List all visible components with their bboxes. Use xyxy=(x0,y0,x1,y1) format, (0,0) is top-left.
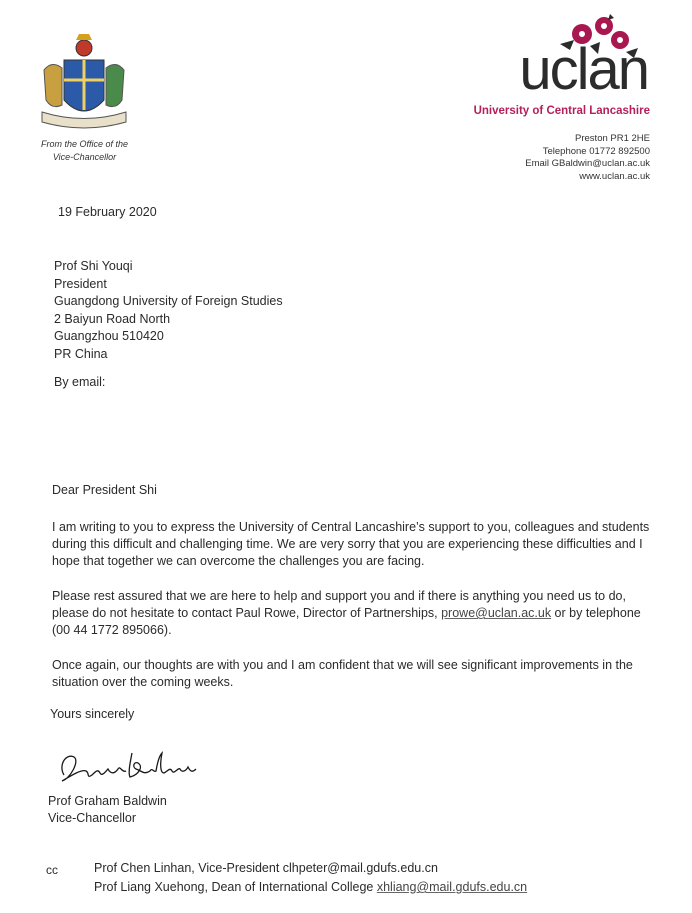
contact-telephone: Telephone 01772 892500 xyxy=(542,145,650,157)
contact-address: Preston PR1 2HE xyxy=(575,133,650,144)
cc-recipient: Prof Liang Xuehong, Dean of International College xhliang@mail.gdufs.edu.cn xyxy=(94,880,528,894)
signer-block xyxy=(48,793,167,827)
partnerships-email-link[interactable]: prowe@uclan.ac.uk xyxy=(441,606,552,620)
contact-web: www.uclan.ac.uk xyxy=(579,170,650,182)
contact-block xyxy=(525,133,650,183)
by-email-label: By email: xyxy=(54,375,106,389)
letter-date: 19 February 2020 xyxy=(58,205,157,219)
cc-recipient: Prof Chen Linhan, Vice-President clhpeter@mail.gdufs.edu.cn xyxy=(94,861,438,875)
cc-email[interactable]: clhpeter@mail.gdufs.edu.cn xyxy=(282,861,438,875)
closing: Yours sincerely xyxy=(50,707,135,721)
contact-email: Email GBaldwin@uclan.ac.uk xyxy=(525,158,650,169)
cc-label: cc xyxy=(46,863,58,877)
signer-name: Prof Graham Baldwin xyxy=(48,794,167,808)
university-crest-icon xyxy=(34,30,134,140)
signer-title: Vice-Chancellor xyxy=(48,811,137,825)
handwritten-signature xyxy=(52,745,202,787)
paragraph-2: Please rest assured that we are here to help and support you and if there is anything you need us to do, please do not hesitate to contact Paul Rowe, Director of Partnerships, prowe@uclan.ac.uk or by telephone (00 44 1772 895066). xyxy=(52,589,641,637)
paragraph-3: Once again, our thoughts are with you and I am confident that we will see significant improvements in the situation over the coming weeks. xyxy=(52,658,633,689)
university-name: University of Central Lancashire xyxy=(473,105,650,117)
paragraph-1: I am writing to you to express the University of Central Lancashire’s support to you, colleagues and students during this difficult and challenging time. We are very sorry that you are experiencing these difficulties and I hope that together we can overcome the challenges you are facing. xyxy=(52,520,650,568)
recipient-address: Prof Shi Youqi President Guangdong University of Foreign Studies 2 Baiyun Road North Guangzhou 510420 PR China xyxy=(54,259,283,361)
cc-email[interactable]: xhliang@mail.gdufs.edu.cn xyxy=(376,880,528,894)
salutation: Dear President Shi xyxy=(52,483,157,497)
uclan-wordmark: uclan xyxy=(519,37,648,102)
office-of-vice-chancellor: From the Office of the Vice-Chancellor xyxy=(40,139,129,162)
